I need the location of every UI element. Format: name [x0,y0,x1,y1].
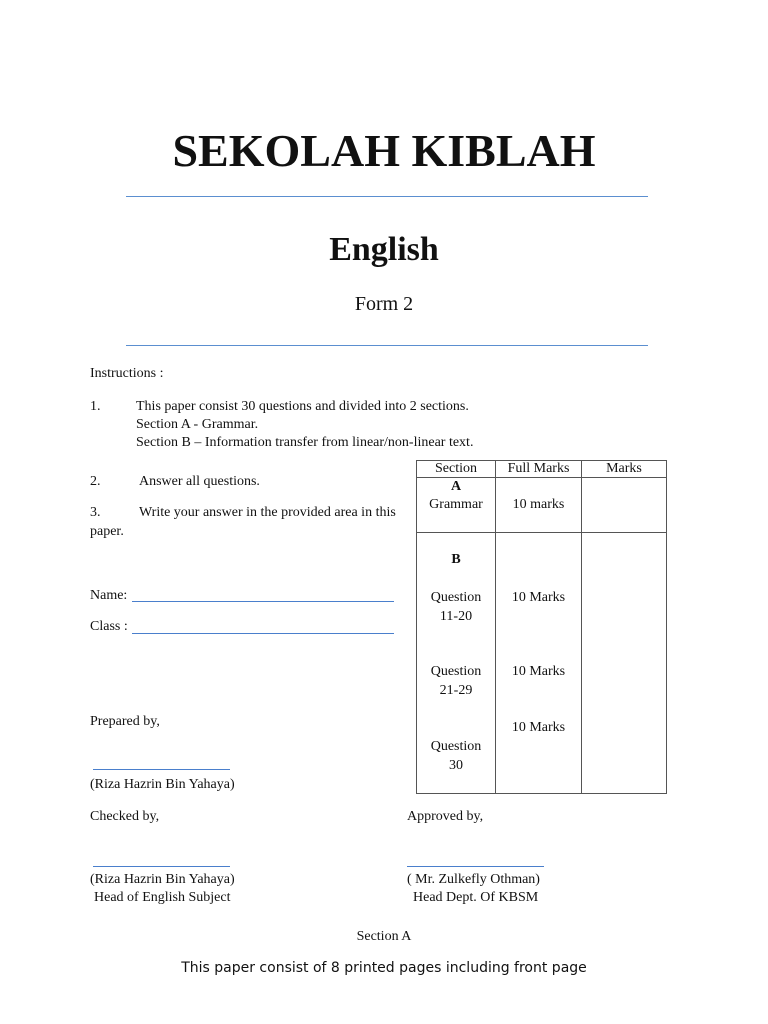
name-field[interactable] [132,601,394,602]
section-b-marks-cell[interactable] [582,533,667,794]
prepared-name: (Riza Hazrin Bin Yahaya) [90,777,235,792]
prepared-signature-line [93,769,230,770]
form-level: Form 2 [354,293,414,315]
section-b-cell [417,533,496,794]
table-row-section-a [417,478,667,533]
table-row-section-b [417,533,667,794]
instructions-title: Instructions : [90,366,164,381]
instruction-1-line-2: Section A - Grammar. [136,417,259,432]
section-a-cell [417,478,496,533]
header-full-marks: Full Marks [496,461,582,478]
section-b-code: B [451,552,461,567]
question-group-1-marks: 10 Marks [511,590,566,605]
question-group-1-label: Question [430,590,482,605]
subject-title: English [329,231,439,268]
approved-name: ( Mr. Zulkefly Othman) [407,872,540,887]
question-group-3-label: Question [430,739,482,754]
question-group-2-marks: 10 Marks [511,664,566,679]
school-name: SEKOLAH KIBLAH [172,125,596,176]
header-section: Section [417,461,496,478]
marks-table [416,460,667,794]
question-group-1-range: 11-20 [439,609,473,624]
class-field[interactable] [132,633,394,634]
section-a-full-marks: 10 marks [512,497,565,512]
section-b-full-marks-cell [496,533,582,794]
section-a-full-marks-cell [496,478,582,533]
question-group-3-range: 30 [449,758,463,773]
approved-signature-line [407,866,544,867]
instruction-2-number: 2. [90,474,101,489]
checked-name: (Riza Hazrin Bin Yahaya) [90,872,235,887]
approved-label: Approved by, [407,809,484,824]
instruction-1-line-3: Section B – Information transfer from linear/non-linear text. [136,435,474,450]
section-label: Section A [356,929,412,944]
question-group-3-marks: 10 Marks [511,720,566,735]
checked-signature-line [93,866,230,867]
footer-note: This paper consist of 8 printed pages including front page [181,960,587,976]
instruction-1-number: 1. [90,399,101,414]
question-group-2-label: Question [430,664,482,679]
question-group-2-range: 21-29 [439,683,473,698]
instruction-3-line-1: Write your answer in the provided area in this [139,505,396,520]
instruction-2-line-1: Answer all questions. [139,474,260,489]
approved-title: Head Dept. Of KBSM [413,890,539,905]
instruction-3-number: 3. [90,505,101,520]
section-a-marks-cell[interactable] [582,478,667,533]
instruction-3-line-2: paper. [90,524,124,539]
instruction-1-line-1: This paper consist 30 questions and divided into 2 sections. [136,399,469,414]
checked-title: Head of English Subject [94,890,231,905]
prepared-label: Prepared by, [90,714,160,729]
class-label: Class : [90,619,128,634]
checked-label: Checked by, [90,809,160,824]
name-label: Name: [90,588,128,603]
divider-top [126,196,648,197]
table-header-row [417,461,667,478]
section-a-code: A [450,479,462,494]
divider-bottom [126,345,648,346]
header-marks: Marks [582,461,667,478]
section-a-name: Grammar [429,497,483,512]
